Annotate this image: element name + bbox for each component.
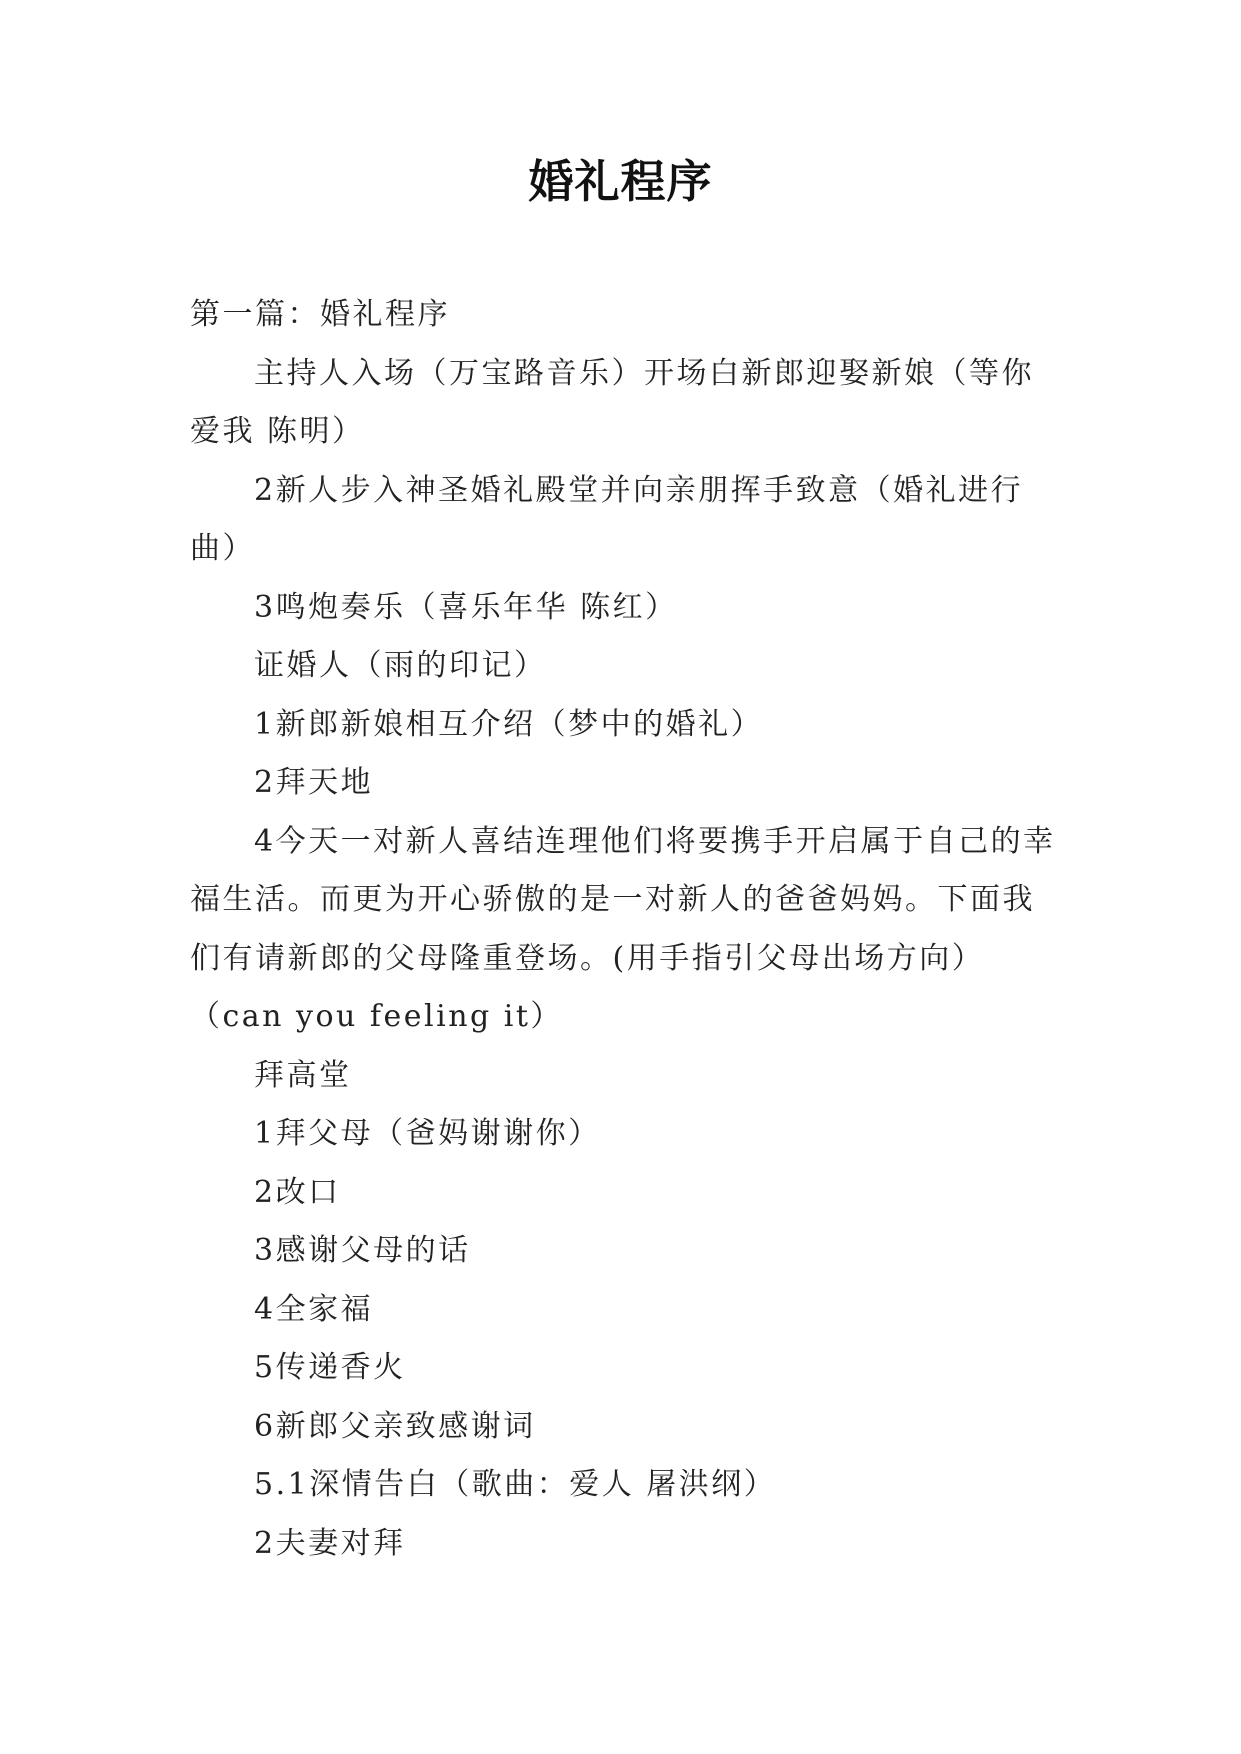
body-paragraph: 2改口 xyxy=(254,1174,341,1210)
body-paragraph: 3感谢父母的话 xyxy=(254,1233,471,1268)
body-paragraph: 拜高堂 xyxy=(254,1057,352,1093)
body-paragraph: 2新人步入神圣婚礼殿堂并向亲朋挥手致意（婚礼进行曲） xyxy=(190,472,1024,566)
body-paragraph: 主持人入场（万宝路音乐）开场白新郎迎娶新娘（等你爱我 陈明） xyxy=(190,355,1034,449)
document-body xyxy=(190,286,1062,1573)
body-paragraph: 4今天一对新人喜结连理他们将要携手开启属于自己的幸福生活。而更为开心骄傲的是一对新人的爸爸妈妈。下面我们有请新郎的父母隆重登场。(用手指引父母出场方向）（can you feeling it） xyxy=(190,823,1056,1034)
body-paragraph: 5传递香火 xyxy=(254,1350,406,1385)
body-paragraph: 5.1深情告白（歌曲：爱人 屠洪纲） xyxy=(254,1467,777,1502)
body-paragraph: 3鸣炮奏乐（喜乐年华 陈红） xyxy=(254,589,678,625)
body-paragraph: 2夫妻对拜 xyxy=(254,1525,406,1561)
body-paragraph: 2拜天地 xyxy=(254,765,374,800)
document-title: 婚礼程序 xyxy=(528,155,713,208)
body-paragraph: 1新郎新娘相互介绍（梦中的婚礼） xyxy=(254,706,764,742)
body-paragraph: 证婚人（雨的印记） xyxy=(254,648,547,683)
section-heading: 第一篇：婚礼程序 xyxy=(190,297,450,332)
body-paragraph: 6新郎父亲致感谢词 xyxy=(254,1408,536,1444)
body-paragraph: 4全家福 xyxy=(254,1291,374,1327)
body-paragraph: 1拜父母（爸妈谢谢你） xyxy=(254,1116,601,1151)
